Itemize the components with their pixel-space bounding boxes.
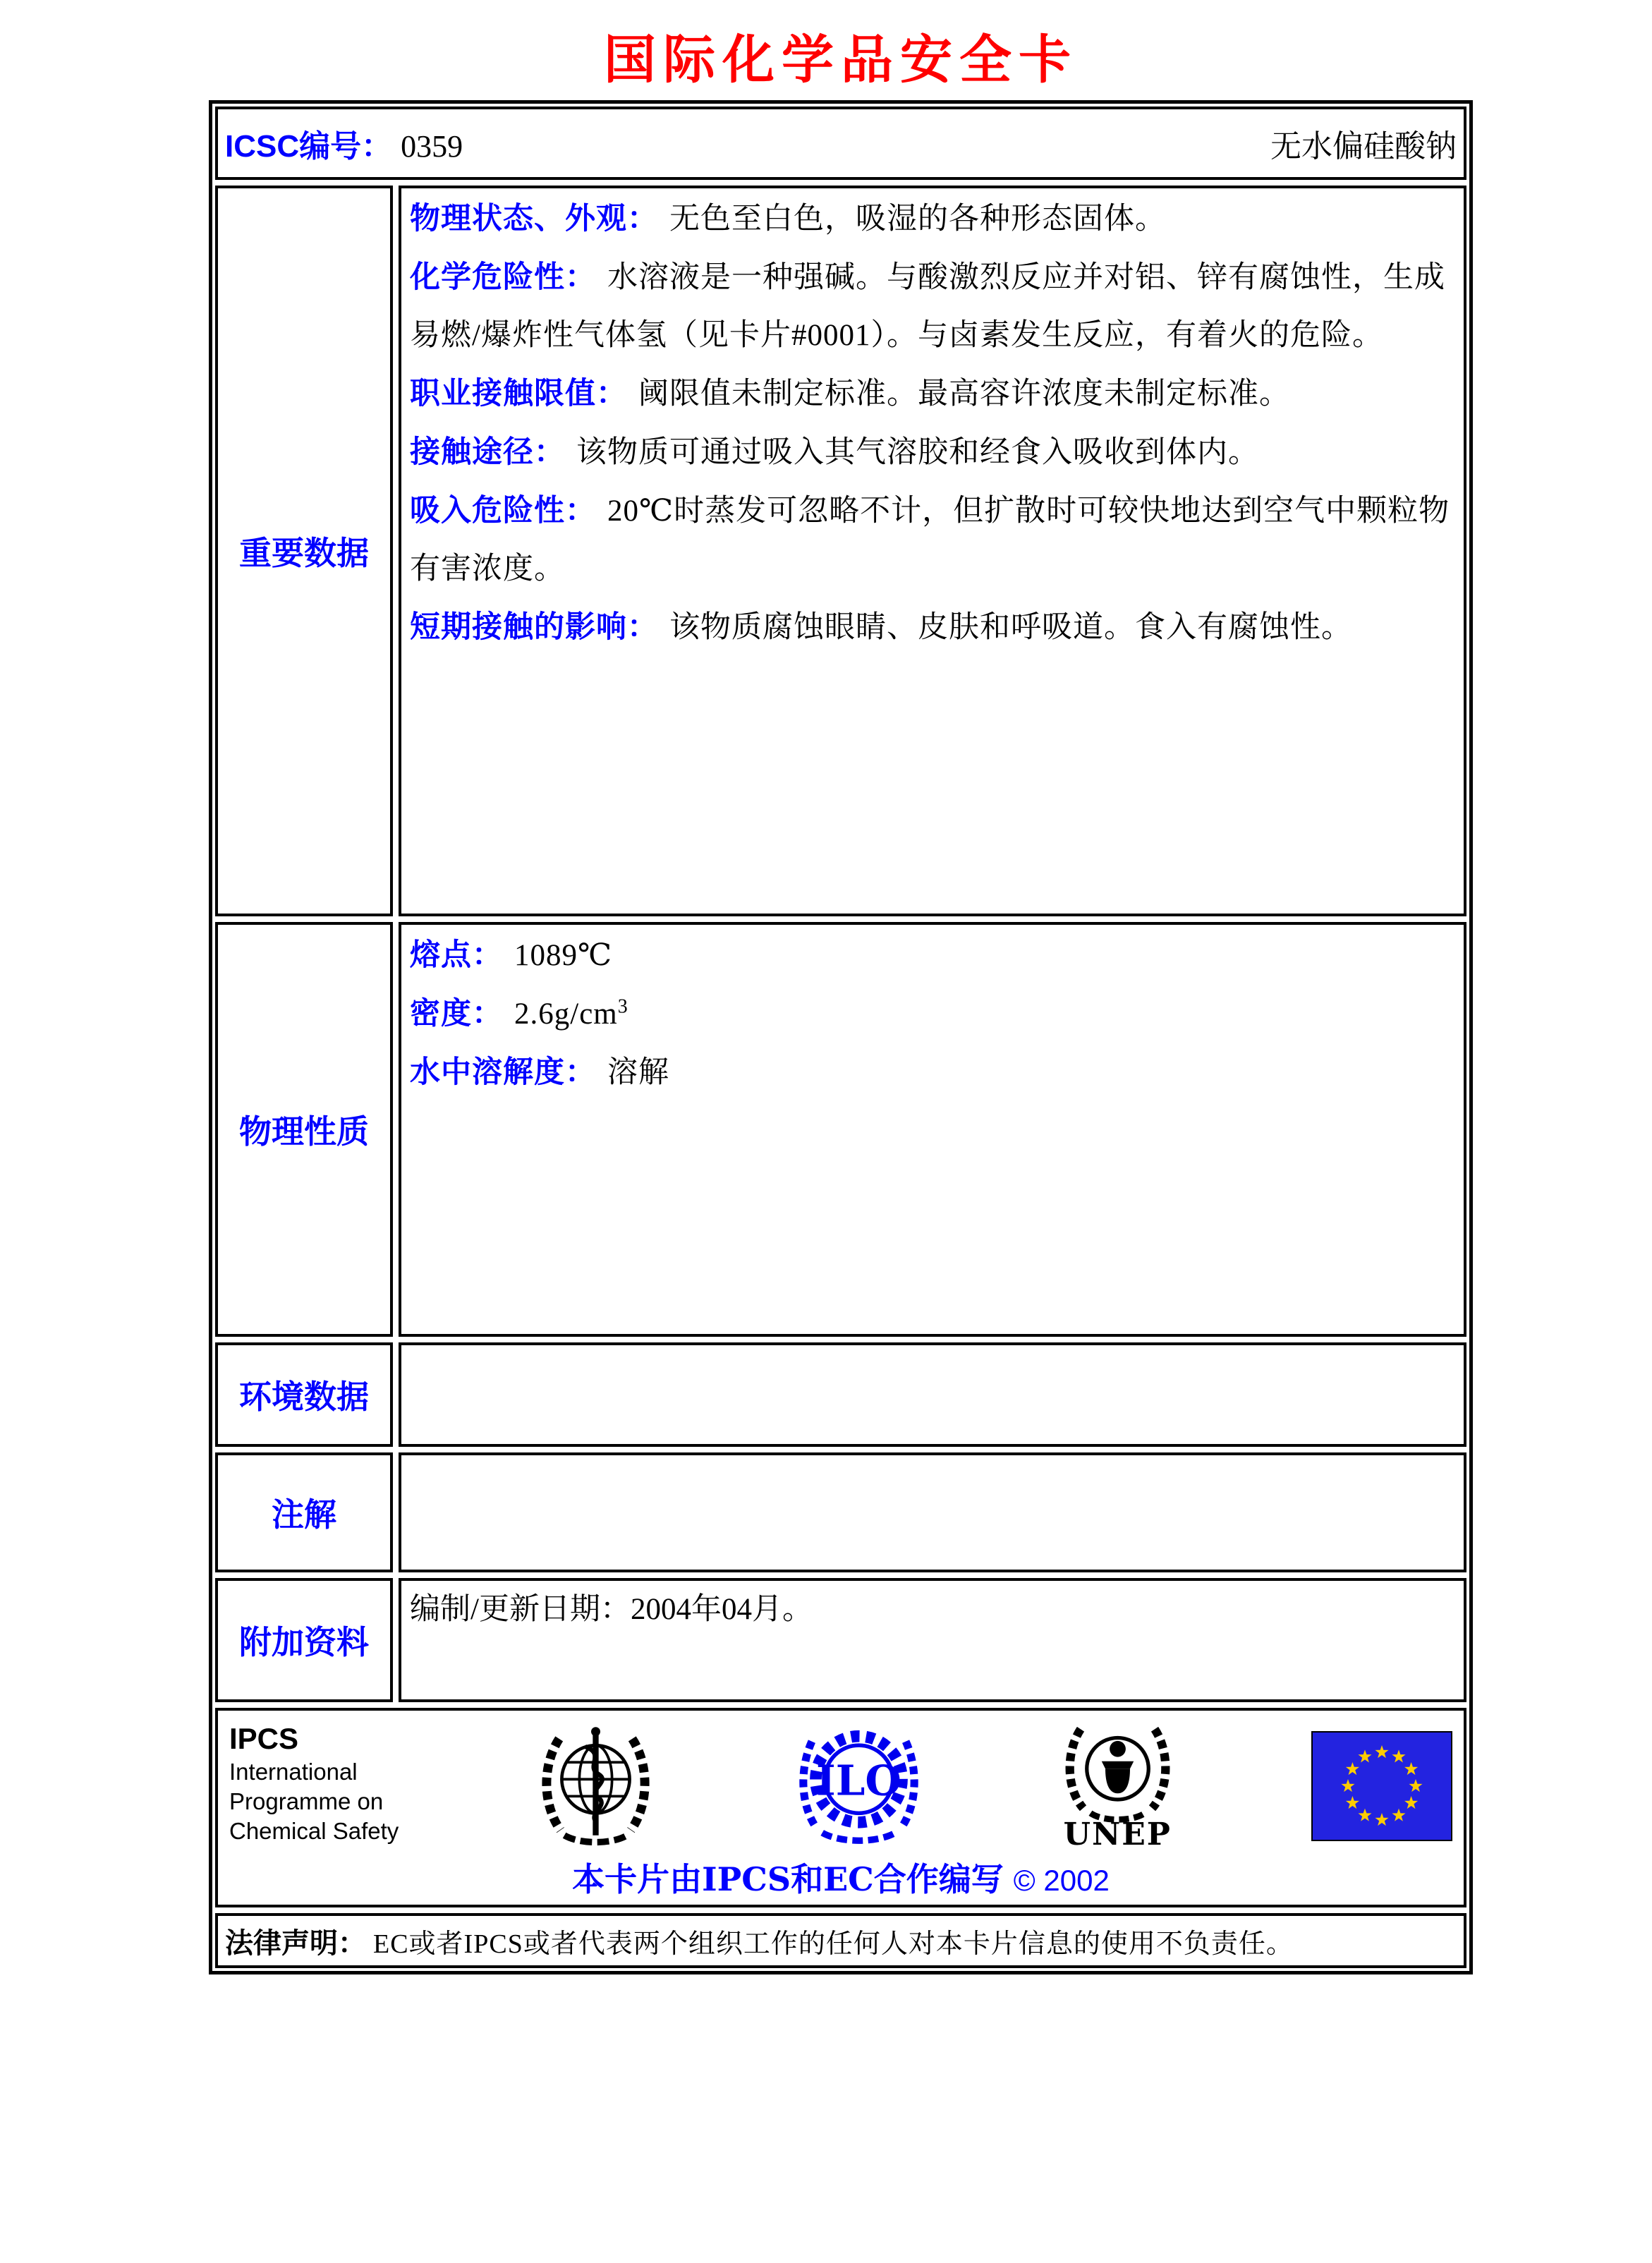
section-label-additional-info	[215, 1578, 393, 1702]
field-value: 阈限值未制定标准。最高容许浓度未制定标准。	[638, 377, 1290, 411]
footer-logos-cell	[215, 1708, 1466, 1907]
footer-logos-row	[215, 1708, 1466, 1907]
data-item	[410, 423, 1455, 482]
section-label-text: 物理性质	[239, 1113, 369, 1150]
section-label-text: 附加资料	[239, 1624, 369, 1661]
data-item	[410, 248, 1455, 365]
copyright: © 2002	[1013, 1864, 1110, 1897]
ilo-monogram: ILO	[815, 1755, 901, 1805]
density-superscript: 3	[617, 995, 628, 1018]
field-label: 物理状态、外观：	[410, 202, 658, 236]
icsc-card	[209, 100, 1473, 1974]
update-date-text: 编制/更新日期：2004年04月。	[410, 1593, 813, 1626]
legal-label: 法律声明：	[225, 1927, 366, 1959]
section-label-environmental-data	[215, 1342, 393, 1447]
section-important-data	[215, 186, 1466, 916]
field-label: 水中溶解度：	[410, 1055, 596, 1089]
field-label: 接触途径：	[410, 435, 565, 469]
field-label: 密度：	[410, 997, 503, 1031]
section-label-text: 重要数据	[239, 535, 369, 571]
field-label: 化学危险性：	[410, 260, 596, 294]
icsc-page	[209, 0, 1473, 1974]
icsc-number-label: ICSC编号：	[225, 129, 393, 164]
field-value: 溶解	[607, 1056, 669, 1089]
field-label: 短期接触的影响：	[410, 610, 658, 644]
icsc-number-value: 0359	[401, 129, 463, 164]
section-content-important-data	[399, 186, 1466, 916]
data-item	[410, 1043, 1455, 1102]
footer-caption: 本卡片由IPCS和EC合作编写	[572, 1860, 1004, 1898]
section-physical-properties	[215, 922, 1466, 1337]
field-label: 吸入危险性：	[410, 494, 596, 528]
field-value: 1089℃	[514, 939, 613, 972]
section-content-additional-info	[399, 1578, 1466, 1702]
field-value: $2.6g/cm^3$	[514, 995, 628, 1031]
data-item	[410, 985, 1455, 1043]
legal-notice	[215, 1913, 1466, 1968]
data-item	[410, 365, 1455, 423]
section-environmental-data	[215, 1342, 1466, 1447]
eu-flag-icon	[1311, 1731, 1452, 1841]
unep-label: UNEP	[1063, 1816, 1172, 1852]
ipcs-acronym: IPCS	[229, 1722, 299, 1755]
header-row	[215, 107, 1466, 180]
ilo-icon	[794, 1721, 924, 1851]
header-cell	[215, 107, 1466, 180]
field-value: 无色至白色，吸湿的各种形态固体。	[669, 202, 1166, 236]
section-label-text: 环境数据	[239, 1378, 369, 1415]
unep-icon	[1056, 1721, 1179, 1850]
ipcs-line: Chemical Safety	[229, 1818, 399, 1844]
data-item	[410, 598, 1455, 657]
data-item	[410, 190, 1455, 248]
section-label-notes	[215, 1452, 393, 1572]
chemical-name: 无水偏硅酸钠	[1270, 129, 1457, 164]
who-icon	[530, 1721, 661, 1851]
field-label: 职业接触限值：	[410, 377, 627, 411]
section-notes	[215, 1452, 1466, 1572]
field-label: 熔点：	[410, 938, 503, 972]
field-value: 水溶液是一种强碱。与酸激烈反应并对铝、锌有腐蚀性，生成易燃/爆炸性气体氢（见卡片#0001）。与卤素发生反应，有着火的危险。	[410, 261, 1445, 352]
footer-caption-line	[229, 1854, 1452, 1900]
section-content-physical-properties	[399, 922, 1466, 1337]
section-content-notes	[399, 1452, 1466, 1572]
ipcs-line: International	[229, 1759, 358, 1785]
field-value: 该物质可通过吸入其气溶胶和经食入吸收到体内。	[576, 436, 1259, 469]
ipcs-text-block	[229, 1721, 399, 1846]
data-item	[410, 482, 1455, 598]
section-additional-info	[215, 1578, 1466, 1702]
field-value: 该物质腐蚀眼睛、皮肤和呼吸道。食入有腐蚀性。	[669, 611, 1352, 644]
logos-strip	[229, 1721, 1452, 1851]
section-label-physical-properties	[215, 922, 393, 1337]
page-title: 国际化学品安全卡	[604, 30, 1078, 90]
data-item	[410, 926, 1455, 985]
ipcs-line: Programme on	[229, 1788, 384, 1814]
legal-text: EC或者IPCS或者代表两个组织工作的任何人对本卡片信息的使用不负责任。	[373, 1929, 1294, 1959]
section-label-text: 注解	[272, 1496, 336, 1533]
field-value: 20℃时蒸发可忽略不计，但扩散时可较快地达到空气中颗粒物有害浓度。	[410, 495, 1450, 586]
section-label-important-data	[215, 186, 393, 916]
section-content-environmental-data	[399, 1342, 1466, 1447]
legal-row	[215, 1913, 1466, 1968]
icsc-number-group	[225, 121, 463, 166]
